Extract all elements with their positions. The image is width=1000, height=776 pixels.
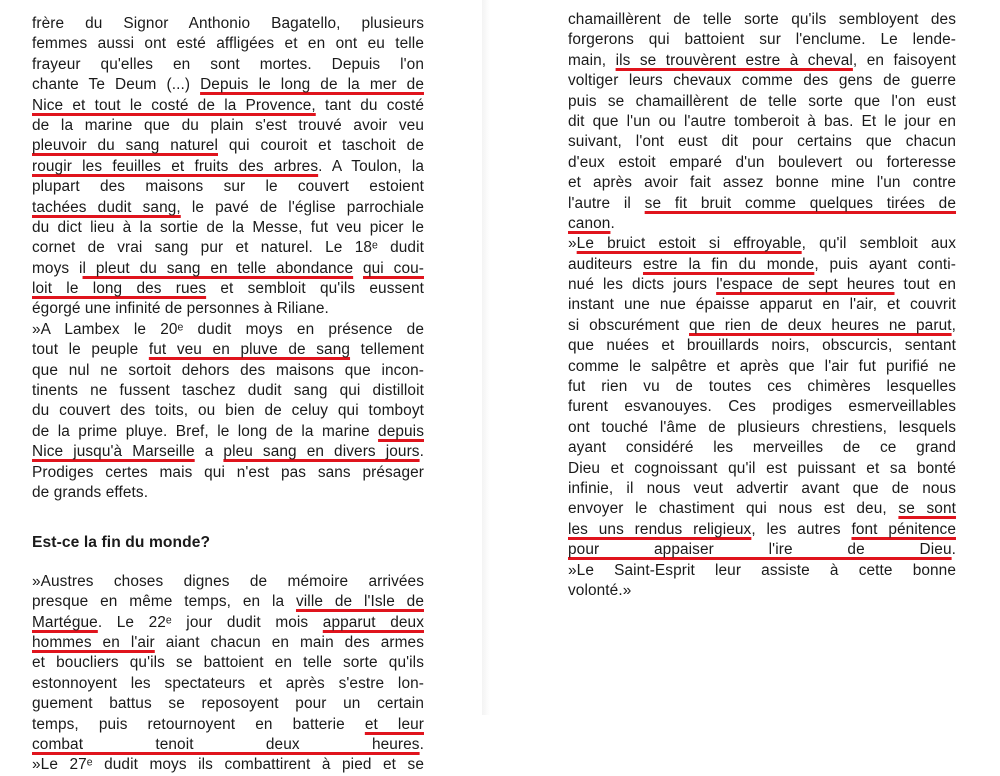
- text-line: [32, 401, 424, 421]
- underlined-phrase: depuis: [378, 422, 424, 440]
- left-column: [32, 14, 424, 776]
- text-run: a: [194, 443, 224, 461]
- text-run: et après avoir fait assez bonne mine l'un contre: [568, 174, 956, 192]
- underlined-phrase: canon: [568, 214, 611, 232]
- text-run: »: [568, 235, 577, 253]
- underlined-phrase: estre la fin du monde: [642, 255, 815, 273]
- text-run: puis se chamaillèrent de telle sorte que l'on eust: [568, 92, 956, 110]
- text-run: furent esvanouyes. Ces prodiges esmerveillables: [568, 398, 956, 416]
- text-run: [353, 260, 363, 277]
- left-page: [0, 0, 480, 774]
- text-line: [568, 173, 956, 193]
- text-run: forgerons qui battoient sur l'enclume. Le lende-: [568, 31, 956, 49]
- text-run: , les autres: [751, 520, 852, 538]
- underlined-phrase: que rien de deux heures ne parut: [689, 316, 952, 334]
- text-run: voltiger leurs chevaux comme des gens de guerre: [568, 72, 956, 90]
- text-line: [568, 418, 956, 438]
- text-line: [568, 153, 956, 173]
- paragraph-cavalry: [568, 10, 956, 234]
- text-run: frère du Signor Anthonio Bagatello, plusieurs: [32, 15, 424, 32]
- text-run: et sembloit qu'ils eussent: [206, 280, 424, 298]
- text-run: volonté.»: [568, 581, 632, 599]
- right-page: [490, 0, 1000, 715]
- underlined-phrase: hommes en l'air: [32, 633, 155, 651]
- text-line: [568, 194, 956, 214]
- underlined-phrase: Martégue: [32, 613, 98, 631]
- underlined-phrase: Nice jusqu'à Marseille: [32, 443, 195, 461]
- text-line: [32, 320, 424, 340]
- text-line: [568, 397, 956, 417]
- underlined-phrase: apparut deux: [322, 613, 424, 631]
- text-run: »Le Saint-Esprit leur assiste à cette bonne: [568, 561, 956, 579]
- text-line: [32, 218, 424, 238]
- text-line: [32, 694, 424, 714]
- text-line: [568, 10, 956, 30]
- text-line: [32, 34, 424, 54]
- text-run: , en faisoyent: [852, 51, 957, 69]
- text-run: de la prime pluye. Bref, le long de la marine: [32, 422, 379, 440]
- underlined-phrase: combat tenoit deux heures: [32, 735, 420, 753]
- text-line: [32, 381, 424, 401]
- underlined-phrase: l pleut du sang en telle abondance: [82, 259, 354, 277]
- text-line: [32, 633, 424, 653]
- text-line: [32, 340, 424, 360]
- text-run: .: [419, 735, 424, 753]
- text-run: l'autre il: [568, 194, 645, 212]
- text-line: [568, 234, 956, 254]
- text-run: tellement: [350, 341, 424, 359]
- text-run: Prodiges certes mais qui n'est pas sans présager: [32, 463, 424, 481]
- text-line: [568, 71, 956, 91]
- text-line: [568, 92, 956, 112]
- text-run: auditeurs: [568, 255, 643, 273]
- text-run: »Austres choses dignes de mémoire arrivées: [32, 572, 424, 590]
- text-line: [32, 136, 424, 156]
- text-line: [32, 238, 424, 258]
- underlined-phrase: ville de l'Isle de: [295, 593, 424, 611]
- text-run: qui couroit et taschoit de: [218, 137, 424, 155]
- text-line: [32, 715, 424, 735]
- text-run: égorgé une infinité de personnes à Riliane.: [32, 300, 329, 318]
- text-line: [568, 438, 956, 458]
- underlined-phrase: rougir les feuilles et fruits des arbres: [32, 157, 319, 175]
- text-run: »A Lambex le 20ᵉ dudit moys en présence de: [32, 320, 424, 338]
- text-line: [32, 198, 424, 218]
- text-run: cornet de vrai sang pur et naturel. Le 18ᵉ dudit: [32, 239, 424, 257]
- text-run: du dict lieu à la sortie de la Messe, fut veu picer le: [32, 218, 424, 236]
- underlined-phrase: Le bruict estoit si effroyable: [576, 235, 802, 253]
- text-run: tinents ne fussent taschez dudit sang qui distilloit: [32, 382, 424, 400]
- text-line: [568, 112, 956, 132]
- text-run: envoyer le chastiment qui nous est deu,: [568, 500, 899, 518]
- text-run: . A Toulon, la: [318, 157, 424, 175]
- underlined-phrase: l'espace de sept heures: [716, 276, 895, 294]
- text-run: moys i: [32, 259, 83, 277]
- underlined-phrase: font pénitence: [851, 520, 956, 538]
- text-line: [568, 275, 956, 295]
- text-line: [568, 479, 956, 499]
- text-run: infinie, il nous veut advertir avant que de nous: [568, 479, 956, 497]
- text-run: du couvert des toits, ou bien de celuy qui tomboyt: [32, 402, 424, 420]
- text-run: ,: [951, 316, 956, 334]
- text-run: dit que l'un ou l'autre tomberoit à bas. Et le jour en: [568, 112, 956, 130]
- text-run: Dieu et cognoissant qu'il est puissant et sa bonté: [568, 459, 956, 477]
- text-run: ayant considéré les merveilles de ce grand: [568, 439, 956, 457]
- paragraph-blood-rain: [32, 14, 424, 320]
- text-line: [568, 357, 956, 377]
- text-run: main,: [568, 51, 616, 69]
- text-line: [32, 613, 424, 633]
- section-heading: Est-ce la fin du monde?: [32, 534, 211, 552]
- text-run: comme le salpêtre et après que l'air fut purifié ne: [568, 357, 956, 375]
- text-line: [568, 51, 956, 71]
- text-line: [568, 30, 956, 50]
- text-line: [568, 540, 956, 560]
- text-run: que nuées et brouillards noirs, obscurcis, sentant: [568, 337, 956, 355]
- text-run: le pavé de l'église parrochiale: [180, 198, 424, 216]
- text-run: d'eux estoit emparé d'un boulevert ou forteresse: [568, 153, 956, 171]
- underlined-phrase: se fit bruit comme quelques tirées de: [644, 194, 957, 212]
- text-line: [32, 361, 424, 381]
- text-line: [568, 520, 956, 540]
- text-line: [32, 116, 424, 136]
- underlined-phrase: loit le long des rues: [32, 280, 207, 298]
- text-run: femmes aussi ont esté affligées et en ont eu telle: [32, 35, 424, 53]
- text-line: [32, 572, 424, 592]
- text-run: .: [419, 443, 424, 461]
- underlined-phrase: Depuis le long de la mer de: [200, 76, 424, 94]
- underlined-phrase: les uns rendus religieux: [568, 520, 752, 538]
- text-line: [32, 177, 424, 197]
- text-line: [568, 561, 956, 581]
- text-run: guement battus se reposoyent pour un certain: [32, 695, 424, 713]
- text-run: , qu'il sembloit aux: [801, 235, 956, 253]
- text-run: nué les dicts jours: [568, 276, 717, 294]
- text-run: de grands effets.: [32, 483, 149, 501]
- text-line: [32, 75, 424, 95]
- text-run: tant du costé: [315, 96, 424, 114]
- text-line: [32, 96, 424, 116]
- text-run: tout en: [894, 276, 956, 294]
- page-gutter: [482, 0, 490, 715]
- paragraph-end-of-world: [568, 234, 956, 601]
- text-run: plupart des maisons sur le couvert estoient: [32, 178, 424, 196]
- text-line: [568, 255, 956, 275]
- text-line: [32, 483, 424, 503]
- text-run: et boucliers qu'ils se battoient en telle sorte qu'ils: [32, 654, 424, 672]
- underlined-phrase: Nice et tout le costé de la Provence,: [32, 96, 316, 114]
- text-line: [32, 442, 424, 462]
- text-run: frayeur qu'elles en sont mortes. Depuis l'on: [32, 55, 424, 73]
- text-line: [568, 377, 956, 397]
- text-run: fut rien vu de toutes ces chimères lesquelles: [568, 378, 956, 396]
- text-line: [568, 459, 956, 479]
- text-line: [568, 581, 956, 601]
- text-run: . Le 22ᵉ jour dudit mois: [97, 613, 323, 631]
- text-line: [568, 214, 956, 234]
- text-run: , puis ayant conti-: [814, 255, 956, 273]
- underlined-phrase: pour appaiser l'ire de Dieu: [568, 541, 952, 559]
- text-line: [568, 316, 956, 336]
- text-line: [32, 735, 424, 755]
- text-line: [32, 299, 424, 319]
- underlined-phrase: et leur: [364, 715, 424, 733]
- text-run: suivant, l'ont eust dit pour certains que chacun: [568, 133, 956, 151]
- right-column: [568, 10, 956, 601]
- underlined-phrase: fut veu en pluve de sang: [148, 341, 351, 359]
- text-run: chamaillèrent de telle sorte qu'ils sembloyent des: [568, 11, 956, 28]
- text-run: »Le 27ᵉ dudit moys ils combattirent à pied et se: [32, 756, 424, 774]
- text-run: chante Te Deum (...): [32, 76, 201, 94]
- paragraph-martegue: [32, 572, 424, 776]
- text-line: [32, 279, 424, 299]
- text-run: de la marine que du plain s'est trouvé avoir veu: [32, 116, 424, 134]
- underlined-phrase: ils se trouvèrent estre à cheval: [615, 51, 853, 69]
- paragraph-lambex: [32, 320, 424, 504]
- text-line: [32, 157, 424, 177]
- text-line: [32, 14, 424, 34]
- text-run: .: [610, 214, 615, 232]
- underlined-phrase: pleuvoir du sang naturel: [32, 137, 218, 155]
- text-run: estonnoyent les spectateurs et après s'estre lon-: [32, 674, 424, 692]
- text-line: [32, 674, 424, 694]
- text-line: [32, 463, 424, 483]
- text-run: que nul ne sortoit dehors des maisons que incon-: [32, 361, 424, 379]
- underlined-phrase: tachées dudit sang,: [32, 198, 181, 216]
- text-run: ont touché l'âme de plusieurs chrestiens, lesquels: [568, 418, 956, 436]
- text-run: temps, puis retournoyent en batterie: [32, 715, 365, 733]
- underlined-phrase: pleu sang en divers jours: [223, 443, 420, 461]
- text-line: [32, 592, 424, 612]
- text-run: aiant chacun en main des armes: [154, 633, 424, 651]
- underlined-phrase: se sont: [898, 500, 957, 518]
- text-line: [32, 55, 424, 75]
- text-line: [32, 422, 424, 442]
- text-line: [32, 259, 424, 279]
- underlined-phrase: qui cou-: [362, 259, 424, 277]
- text-line: [568, 499, 956, 519]
- text-line: [32, 755, 424, 775]
- text-run: tout le peuple: [32, 341, 149, 359]
- text-line: [568, 295, 956, 315]
- text-run: instant une nue épaisse apparut en l'air, et couvrit: [568, 296, 956, 314]
- text-line: [568, 132, 956, 152]
- text-run: .: [951, 541, 956, 559]
- text-run: presque en même temps, en la: [32, 593, 296, 611]
- text-line: [32, 653, 424, 673]
- text-line: [568, 336, 956, 356]
- text-run: si obscurément: [568, 316, 690, 334]
